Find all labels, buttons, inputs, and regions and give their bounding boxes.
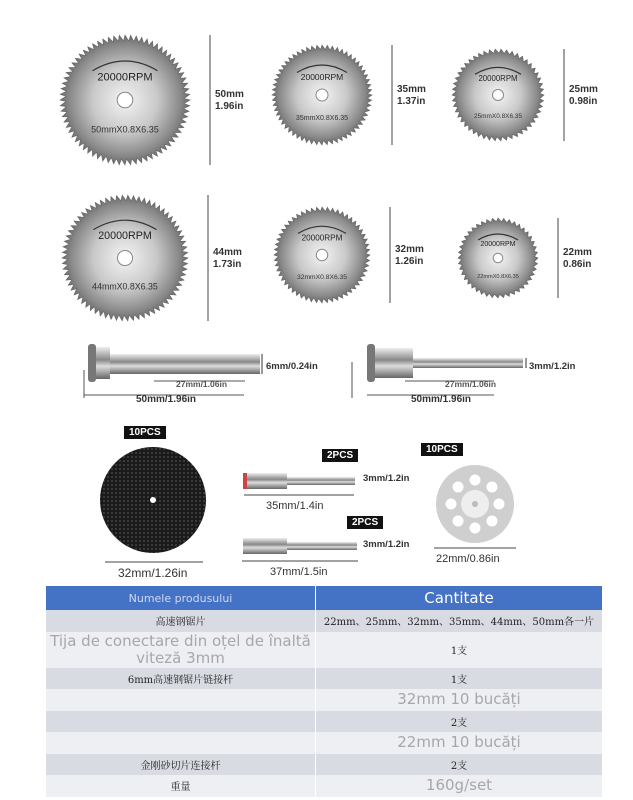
mandrel-b-diameter: 3mm/1.2in — [363, 539, 410, 550]
diamond-badge: 10PCS — [421, 443, 463, 456]
cutoff-badge: 10PCS — [124, 426, 166, 439]
blade-rpm: 20000RPM — [478, 74, 518, 84]
quantity-cell: 2支 — [450, 760, 468, 772]
dim-in: 1.37in — [397, 96, 426, 107]
quantity-cell: 1支 — [450, 674, 468, 686]
blade-dimension — [213, 247, 242, 271]
dim-mm: 50mm — [215, 89, 244, 100]
saw-blade-35mm — [272, 45, 392, 145]
dim-in: 0.86in — [563, 259, 592, 270]
blade-dimension — [397, 84, 426, 108]
table-row — [46, 610, 602, 632]
product-name-cell — [46, 632, 316, 668]
overlay-product-name: Tija de conectare din oțel de înaltă viteză 3mm — [50, 631, 311, 667]
diamond-hole — [486, 515, 497, 526]
overlay-qty-32mm: 32mm 10 bucăți — [397, 690, 521, 709]
diamond-hole — [470, 475, 481, 486]
table-header — [46, 586, 602, 610]
arbor-hole — [493, 253, 503, 263]
dim-in: 1.96in — [215, 101, 244, 112]
blade-spec: 44mmX0.8X6.35 — [92, 281, 158, 292]
blade-dimension — [563, 247, 592, 271]
mandrel-a-badge: 2PCS — [322, 449, 358, 462]
table-row — [46, 711, 602, 733]
mandrel-1-shaft: 27mm/1.06in — [176, 379, 228, 389]
table-row — [46, 754, 602, 776]
product-name-cell: 金刚砂切片连接杆 — [46, 754, 316, 776]
diamond-hole — [453, 482, 464, 493]
dim-mm: 25mm — [569, 84, 598, 95]
table-row — [46, 775, 602, 797]
saw-blade-50mm — [60, 35, 210, 165]
table-row — [46, 732, 602, 754]
arbor-hole — [492, 89, 503, 100]
saw-blade-25mm — [452, 49, 564, 141]
diamond-wheel — [430, 462, 520, 552]
blade-dimension — [215, 89, 244, 113]
mandrel-a-diameter: 3mm/1.2in — [363, 473, 410, 484]
diamond-hole — [494, 499, 505, 510]
diamond-size: 22mm/0.86in — [436, 553, 500, 565]
weight-value: 160g/set — [425, 776, 493, 795]
diamond-hole — [453, 515, 464, 526]
dim-mm: 32mm — [395, 244, 424, 255]
table-row — [46, 689, 602, 711]
blade-rpm: 20000RPM — [97, 71, 153, 84]
blade-spec: 35mmX0.8X6.35 — [295, 115, 349, 122]
mandrel-2-diameter: 3mm/1.2in — [529, 361, 576, 372]
blade-spec: 32mmX0.8X6.35 — [296, 274, 348, 281]
mandrel-1-diameter: 6mm/0.24in — [266, 361, 318, 372]
dim-in: 1.73in — [213, 259, 242, 270]
dim-in: 0.98in — [569, 96, 598, 107]
saw-blade-32mm — [274, 207, 390, 303]
table-row — [46, 668, 602, 690]
blade-spec: 50mmX0.8X6.35 — [91, 124, 159, 135]
header-quantity: Cantitate — [424, 589, 494, 607]
product-name-cell: 高速钢锯片 — [46, 610, 316, 632]
diamond-hole — [470, 523, 481, 534]
quantity-cell: 2支 — [450, 717, 468, 729]
product-name-cell: 重量 — [46, 775, 316, 797]
product-name-cell — [46, 732, 316, 754]
saw-blade-44mm — [62, 195, 208, 321]
overlay-qty-22mm: 22mm 10 bucăți — [397, 733, 521, 752]
spec-table — [46, 586, 602, 797]
saw-blades — [0, 0, 633, 330]
product-name-cell — [46, 711, 316, 733]
quantity-cell: 1支 — [450, 646, 468, 657]
mandrel-3mm — [352, 344, 526, 398]
mandrel-6mm — [84, 344, 262, 398]
mandrel-b-length: 37mm/1.5in — [270, 566, 328, 578]
product-name-cell — [46, 689, 316, 711]
dim-mm: 35mm — [397, 84, 426, 95]
table-row — [46, 632, 602, 668]
arbor-hole — [117, 92, 133, 108]
quantity-cell — [316, 775, 602, 797]
product-name-cell: 6mm高速钢锯片链接杆 — [46, 668, 316, 690]
blade-rpm: 20000RPM — [301, 233, 343, 243]
arbor-hole — [316, 89, 328, 101]
mandrel-2-shaft: 27mm/1.06in — [445, 379, 497, 389]
blade-dimension — [569, 84, 598, 108]
cutoff-size: 32mm/1.26in — [118, 566, 188, 580]
blade-spec: 25mmX0.8X6.35 — [474, 113, 522, 120]
blade-rpm: 20000RPM — [480, 241, 516, 248]
saw-blade-22mm — [458, 218, 558, 298]
quantity-cell — [316, 732, 602, 754]
blade-spec: 22mmX0.8X6.35 — [477, 274, 519, 280]
quantity-cell: 22mm、25mm、32mm、35mm、44mm、50mm各一片 — [323, 617, 595, 629]
diamond-hole — [486, 482, 497, 493]
blade-rpm: 20000RPM — [98, 230, 152, 243]
dim-mm: 44mm — [213, 247, 242, 258]
mandrel-b-badge: 2PCS — [347, 516, 383, 529]
dim-in: 1.26in — [395, 256, 424, 267]
blade-rpm: 20000RPM — [300, 72, 344, 82]
mandrel-2-length: 50mm/1.96in — [411, 394, 472, 405]
arbor-hole — [316, 249, 328, 261]
blade-dimension — [395, 244, 424, 268]
cutoff-wheel — [95, 440, 215, 565]
mandrel-1-length: 50mm/1.96in — [136, 394, 197, 405]
diamond-hole — [446, 499, 457, 510]
mandrel-a-length: 35mm/1.4in — [266, 500, 324, 512]
quantity-cell — [316, 689, 602, 711]
arbor-hole — [117, 250, 132, 265]
dim-mm: 22mm — [563, 247, 592, 258]
header-product-name: Numele produsului — [46, 586, 316, 610]
